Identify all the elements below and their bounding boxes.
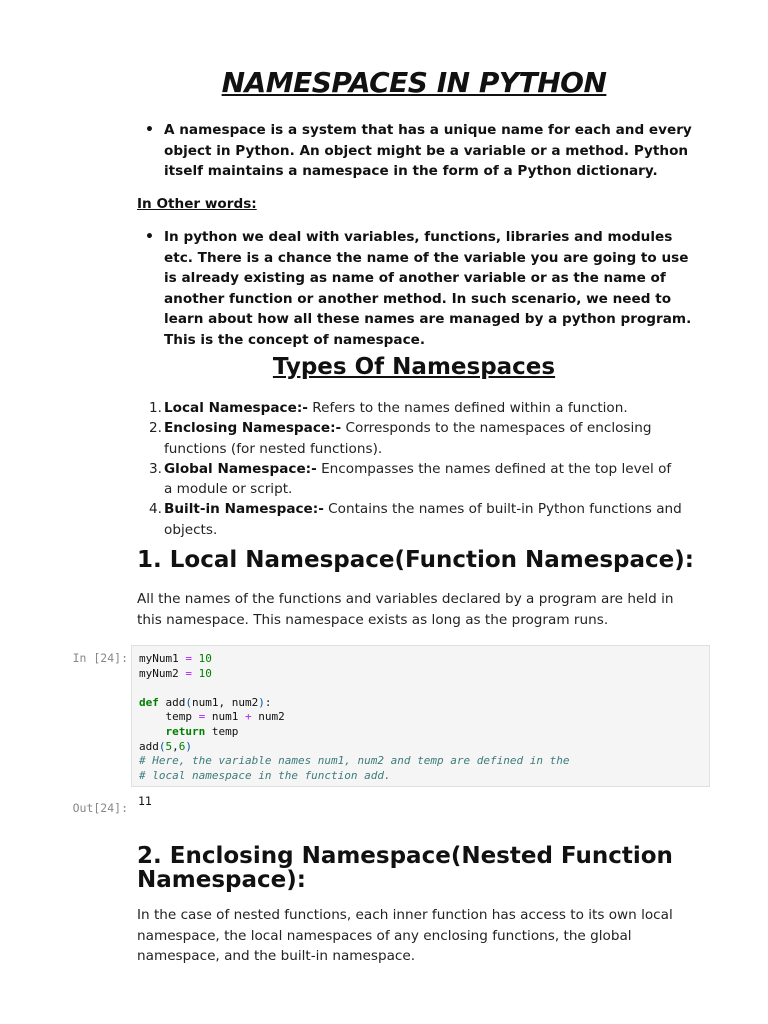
list-item xyxy=(137,418,682,459)
list-number: 1. xyxy=(149,400,162,416)
code-cell[interactable] xyxy=(131,645,710,787)
type-description: Refers to the names defined within a function. xyxy=(307,400,628,416)
types-list xyxy=(137,398,682,540)
list-item xyxy=(137,459,682,500)
type-label: Global Namespace:- xyxy=(164,460,317,477)
list-number: 3. xyxy=(149,460,162,477)
list-item xyxy=(137,499,682,540)
page-title: NAMESPACES IN PYTHON xyxy=(221,66,607,99)
code-line: def add(num1, num2): xyxy=(139,695,272,709)
enclosing-namespace-paragraph: In the case of nested functions, each inner function has access to its own local namespace, the local namespaces of any enclosing functions, the global namespace, and the built-in namespace. xyxy=(137,907,673,964)
local-namespace-heading: 1. Local Namespace(Function Namespace): xyxy=(137,547,694,573)
type-label: Built-in Namespace:- xyxy=(164,501,324,518)
code-line: myNum2 = 10 xyxy=(139,666,212,680)
list-number: 2. xyxy=(149,420,162,437)
output-prompt: Out[24]: xyxy=(72,801,128,815)
type-label: Local Namespace:- xyxy=(164,400,308,416)
code-comment: # Here, the variable names num1, num2 and temp are defined in the xyxy=(139,754,570,768)
type-description: Corresponds to the namespaces of enclosing functions (for nested functions). xyxy=(164,420,652,457)
type-description: Encompasses the names defined at the top level of a module or script. xyxy=(164,460,672,498)
code-line: return temp xyxy=(165,724,239,738)
code-block[interactable] xyxy=(139,652,569,783)
intro-list xyxy=(137,120,697,182)
list-number: 4. xyxy=(149,501,162,518)
type-label: Enclosing Namespace:- xyxy=(164,420,342,437)
enclosing-namespace-heading: 2. Enclosing Namespace(Nested Function Namespace): xyxy=(137,843,673,893)
code-comment: # local namespace in the function add. xyxy=(139,768,391,782)
list-item xyxy=(137,398,682,418)
code-line: add(5,6) xyxy=(139,739,192,753)
other-words-list xyxy=(137,227,697,350)
other-words-bullet: • In python we deal with variables, functions, libraries and modules etc. There is a chance the name of the variable you are going to use is already existing as name of another variable or as the name of another function or another method. In such scenario, we need to learn about how all these names are managed by a python program. This is the concept of namespace. xyxy=(137,227,697,350)
input-prompt: In [24]: xyxy=(72,651,128,665)
other-words-label: In Other words: xyxy=(137,196,257,212)
type-description: Contains the names of built-in Python functions and objects. xyxy=(164,501,682,538)
intro-bullet: • A namespace is a system that has a unique name for each and every object in Python. An object might be a variable or a method. Python itself maintains a namespace in the form of a Python dictionary. xyxy=(137,120,697,182)
types-heading: Types Of Namespaces xyxy=(272,354,556,380)
local-namespace-paragraph: All the names of the functions and variables declared by a program are held in this namespace. This namespace exists as long as the program runs. xyxy=(137,591,674,628)
code-line: myNum1 = 10 xyxy=(139,652,212,665)
cell-output: 11 xyxy=(138,794,152,808)
code-line: temp = num1 + num2 xyxy=(139,710,285,724)
